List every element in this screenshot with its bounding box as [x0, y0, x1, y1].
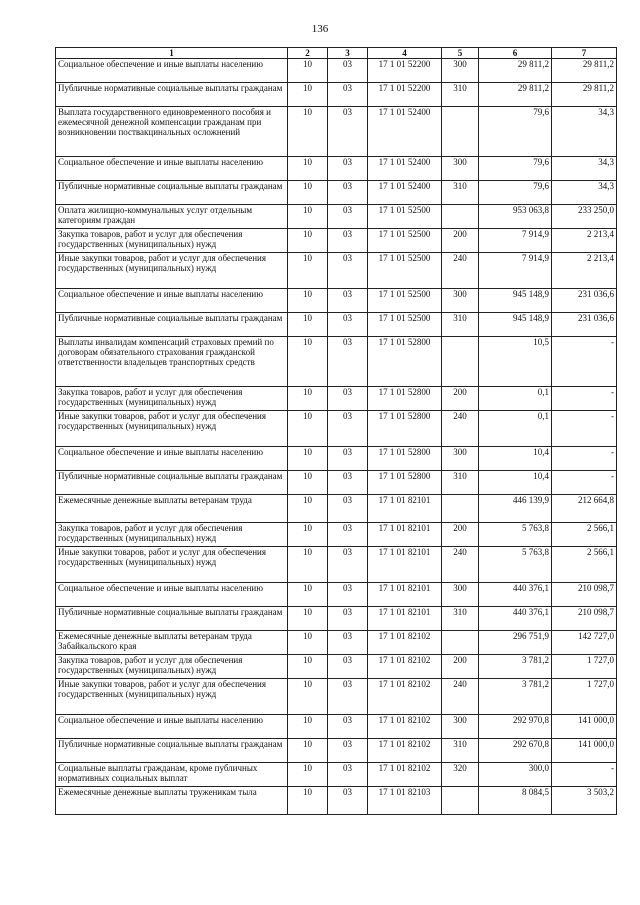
cell-section: 10	[288, 787, 328, 815]
header-col-3: 3	[328, 48, 368, 59]
cell-name: Социальные выплаты гражданам, кроме публичных нормативных социальных выплат	[56, 763, 288, 787]
table-row	[56, 679, 617, 715]
cell-name: Публичные нормативные социальные выплаты гражданам	[56, 739, 288, 763]
cell-expense-type: 200	[442, 229, 479, 253]
cell-amount-actual: -	[552, 763, 617, 787]
cell-subsection: 03	[328, 411, 368, 447]
cell-target-article: 17 1 01 52200	[368, 59, 442, 83]
cell-section: 10	[288, 107, 328, 157]
cell-expense-type: 300	[442, 289, 479, 313]
cell-target-article: 17 1 01 52800	[368, 337, 442, 387]
cell-subsection: 03	[328, 181, 368, 205]
cell-name: Иные закупки товаров, работ и услуг для обеспечения государственных (муниципальных) нужд	[56, 547, 288, 583]
cell-subsection: 03	[328, 229, 368, 253]
cell-section: 10	[288, 739, 328, 763]
cell-amount-actual: 212 664,8	[552, 495, 617, 523]
cell-subsection: 03	[328, 387, 368, 411]
cell-amount-plan: 296 751,9	[479, 631, 552, 655]
cell-target-article: 17 1 01 52800	[368, 387, 442, 411]
cell-amount-actual: 231 036,6	[552, 289, 617, 313]
cell-section: 10	[288, 83, 328, 107]
cell-subsection: 03	[328, 447, 368, 471]
cell-subsection: 03	[328, 715, 368, 739]
cell-name: Социальное обеспечение и иные выплаты населению	[56, 583, 288, 607]
cell-amount-plan: 10,4	[479, 471, 552, 495]
cell-subsection: 03	[328, 655, 368, 679]
cell-amount-plan: 0,1	[479, 411, 552, 447]
cell-target-article: 17 1 01 82102	[368, 739, 442, 763]
cell-name: Публичные нормативные социальные выплаты гражданам	[56, 471, 288, 495]
cell-subsection: 03	[328, 253, 368, 289]
cell-amount-plan: 440 376,1	[479, 607, 552, 631]
cell-name: Выплата государственного единовременного пособия и ежемесячной денежной компенсации гражданам при возникновении поствакцинальных осложнений	[56, 107, 288, 157]
cell-name: Социальное обеспечение и иные выплаты населению	[56, 59, 288, 83]
cell-target-article: 17 1 01 82101	[368, 547, 442, 583]
cell-amount-actual: 34,3	[552, 107, 617, 157]
cell-amount-actual: 2 213,4	[552, 253, 617, 289]
header-col-2: 2	[288, 48, 328, 59]
cell-name: Ежемесячные денежные выплаты ветеранам труда	[56, 495, 288, 523]
cell-name: Социальное обеспечение и иные выплаты населению	[56, 715, 288, 739]
header-col-5: 5	[442, 48, 479, 59]
cell-expense-type: 200	[442, 655, 479, 679]
cell-amount-actual: 2 566,1	[552, 547, 617, 583]
cell-subsection: 03	[328, 59, 368, 83]
cell-target-article: 17 1 01 82102	[368, 631, 442, 655]
cell-name: Публичные нормативные социальные выплаты гражданам	[56, 313, 288, 337]
cell-amount-plan: 945 148,9	[479, 313, 552, 337]
cell-expense-type: 300	[442, 715, 479, 739]
table-row	[56, 471, 617, 495]
cell-subsection: 03	[328, 583, 368, 607]
cell-target-article: 17 1 01 82101	[368, 523, 442, 547]
cell-subsection: 03	[328, 607, 368, 631]
cell-amount-plan: 79,6	[479, 181, 552, 205]
cell-target-article: 17 1 01 52500	[368, 205, 442, 229]
cell-amount-plan: 7 914,9	[479, 253, 552, 289]
cell-name: Закупка товаров, работ и услуг для обеспечения государственных (муниципальных) нужд	[56, 523, 288, 547]
cell-amount-plan: 10,4	[479, 447, 552, 471]
cell-section: 10	[288, 679, 328, 715]
cell-section: 10	[288, 631, 328, 655]
table-row	[56, 631, 617, 655]
cell-name: Ежемесячные денежные выплаты ветеранам труда Забайкальского края	[56, 631, 288, 655]
table-row	[56, 547, 617, 583]
cell-name: Иные закупки товаров, работ и услуг для обеспечения государственных (муниципальных) нужд	[56, 411, 288, 447]
cell-amount-actual: 34,3	[552, 181, 617, 205]
cell-amount-plan: 79,6	[479, 107, 552, 157]
table-row	[56, 447, 617, 471]
cell-amount-actual: 141 000,0	[552, 715, 617, 739]
cell-section: 10	[288, 411, 328, 447]
cell-expense-type: 240	[442, 679, 479, 715]
cell-section: 10	[288, 205, 328, 229]
cell-expense-type	[442, 495, 479, 523]
cell-amount-actual: 29 811,2	[552, 83, 617, 107]
cell-expense-type: 300	[442, 59, 479, 83]
cell-section: 10	[288, 495, 328, 523]
table-row	[56, 253, 617, 289]
page-number: 136	[311, 23, 329, 35]
cell-expense-type: 310	[442, 181, 479, 205]
cell-expense-type: 310	[442, 83, 479, 107]
cell-section: 10	[288, 655, 328, 679]
cell-subsection: 03	[328, 157, 368, 181]
cell-expense-type: 200	[442, 523, 479, 547]
cell-section: 10	[288, 583, 328, 607]
cell-expense-type: 300	[442, 447, 479, 471]
table-row	[56, 205, 617, 229]
cell-amount-plan: 5 763,8	[479, 547, 552, 583]
cell-amount-actual: -	[552, 471, 617, 495]
cell-section: 10	[288, 337, 328, 387]
cell-subsection: 03	[328, 337, 368, 387]
cell-amount-plan: 8 084,5	[479, 787, 552, 815]
cell-amount-plan: 300,0	[479, 763, 552, 787]
cell-name: Закупка товаров, работ и услуг для обеспечения государственных (муниципальных) нужд	[56, 387, 288, 411]
cell-name: Выплаты инвалидам компенсаций страховых премий по договорам обязательного страхования гражданской ответственности владельцев транспортных средств	[56, 337, 288, 387]
cell-section: 10	[288, 59, 328, 83]
cell-expense-type: 240	[442, 411, 479, 447]
cell-amount-actual: 233 250,0	[552, 205, 617, 229]
cell-amount-actual: -	[552, 447, 617, 471]
cell-target-article: 17 1 01 52400	[368, 157, 442, 181]
cell-amount-actual: 210 098,7	[552, 583, 617, 607]
cell-expense-type	[442, 337, 479, 387]
cell-section: 10	[288, 471, 328, 495]
cell-subsection: 03	[328, 739, 368, 763]
cell-subsection: 03	[328, 495, 368, 523]
table-row	[56, 583, 617, 607]
cell-amount-actual: 3 503,2	[552, 787, 617, 815]
table-row	[56, 495, 617, 523]
cell-target-article: 17 1 01 52400	[368, 107, 442, 157]
cell-section: 10	[288, 253, 328, 289]
cell-subsection: 03	[328, 205, 368, 229]
cell-subsection: 03	[328, 547, 368, 583]
cell-amount-actual: 29 811,2	[552, 59, 617, 83]
cell-section: 10	[288, 313, 328, 337]
table-row	[56, 59, 617, 83]
cell-subsection: 03	[328, 523, 368, 547]
cell-expense-type	[442, 787, 479, 815]
cell-expense-type: 300	[442, 157, 479, 181]
cell-expense-type	[442, 107, 479, 157]
cell-subsection: 03	[328, 631, 368, 655]
cell-expense-type: 240	[442, 547, 479, 583]
cell-section: 10	[288, 715, 328, 739]
cell-target-article: 17 1 01 82102	[368, 679, 442, 715]
header-col-7: 7	[552, 48, 617, 59]
cell-name: Иные закупки товаров, работ и услуг для обеспечения государственных (муниципальных) нужд	[56, 253, 288, 289]
cell-name: Закупка товаров, работ и услуг для обеспечения государственных (муниципальных) нужд	[56, 655, 288, 679]
header-col-1: 1	[56, 48, 288, 59]
cell-amount-actual: 2 566,1	[552, 523, 617, 547]
cell-target-article: 17 1 01 82102	[368, 715, 442, 739]
cell-section: 10	[288, 523, 328, 547]
table-row	[56, 411, 617, 447]
cell-target-article: 17 1 01 52500	[368, 253, 442, 289]
table-row	[56, 739, 617, 763]
cell-subsection: 03	[328, 289, 368, 313]
cell-expense-type	[442, 205, 479, 229]
cell-target-article: 17 1 01 52800	[368, 471, 442, 495]
cell-name: Социальное обеспечение и иные выплаты населению	[56, 447, 288, 471]
cell-amount-actual: 231 036,6	[552, 313, 617, 337]
cell-section: 10	[288, 547, 328, 583]
cell-amount-actual: 210 098,7	[552, 607, 617, 631]
header-col-6: 6	[479, 48, 552, 59]
cell-section: 10	[288, 181, 328, 205]
cell-expense-type: 310	[442, 739, 479, 763]
cell-expense-type: 200	[442, 387, 479, 411]
cell-section: 10	[288, 447, 328, 471]
table-row	[56, 157, 617, 181]
cell-target-article: 17 1 01 52500	[368, 229, 442, 253]
table-row	[56, 83, 617, 107]
cell-amount-actual: -	[552, 411, 617, 447]
cell-amount-plan: 292 970,8	[479, 715, 552, 739]
cell-section: 10	[288, 157, 328, 181]
cell-amount-actual: -	[552, 387, 617, 411]
cell-amount-plan: 29 811,2	[479, 83, 552, 107]
table-row	[56, 607, 617, 631]
table-row	[56, 787, 617, 815]
cell-subsection: 03	[328, 107, 368, 157]
cell-target-article: 17 1 01 52500	[368, 289, 442, 313]
table-row	[56, 387, 617, 411]
table-row	[56, 313, 617, 337]
cell-amount-plan: 7 914,9	[479, 229, 552, 253]
cell-amount-plan: 5 763,8	[479, 523, 552, 547]
cell-amount-actual: -	[552, 337, 617, 387]
cell-target-article: 17 1 01 52200	[368, 83, 442, 107]
cell-amount-plan: 3 781,2	[479, 655, 552, 679]
cell-amount-plan: 3 781,2	[479, 679, 552, 715]
cell-target-article: 17 1 01 52800	[368, 447, 442, 471]
header-row	[56, 48, 617, 59]
cell-amount-plan: 446 139,9	[479, 495, 552, 523]
cell-target-article: 17 1 01 82102	[368, 655, 442, 679]
budget-table	[55, 47, 617, 815]
table-row	[56, 715, 617, 739]
cell-amount-actual: 141 000,0	[552, 739, 617, 763]
cell-name: Ежемесячные денежные выплаты труженикам тыла	[56, 787, 288, 815]
cell-amount-actual: 142 727,0	[552, 631, 617, 655]
cell-amount-plan: 29 811,2	[479, 59, 552, 83]
cell-target-article: 17 1 01 52500	[368, 313, 442, 337]
cell-name: Закупка товаров, работ и услуг для обеспечения государственных (муниципальных) нужд	[56, 229, 288, 253]
cell-section: 10	[288, 229, 328, 253]
cell-amount-actual: 1 727,0	[552, 655, 617, 679]
table-row	[56, 523, 617, 547]
cell-target-article: 17 1 01 82102	[368, 763, 442, 787]
table-row	[56, 229, 617, 253]
cell-amount-plan: 953 063,8	[479, 205, 552, 229]
table-row	[56, 763, 617, 787]
cell-amount-plan: 292 670,8	[479, 739, 552, 763]
header-col-4: 4	[368, 48, 442, 59]
cell-amount-actual: 34,3	[552, 157, 617, 181]
cell-name: Публичные нормативные социальные выплаты гражданам	[56, 607, 288, 631]
cell-amount-plan: 440 376,1	[479, 583, 552, 607]
cell-subsection: 03	[328, 763, 368, 787]
cell-name: Социальное обеспечение и иные выплаты населению	[56, 157, 288, 181]
cell-amount-plan: 79,6	[479, 157, 552, 181]
cell-target-article: 17 1 01 82103	[368, 787, 442, 815]
cell-target-article: 17 1 01 82101	[368, 607, 442, 631]
cell-amount-actual: 1 727,0	[552, 679, 617, 715]
table-body	[56, 59, 617, 815]
cell-section: 10	[288, 607, 328, 631]
cell-target-article: 17 1 01 52400	[368, 181, 442, 205]
table-row	[56, 337, 617, 387]
cell-expense-type: 240	[442, 253, 479, 289]
cell-expense-type: 320	[442, 763, 479, 787]
cell-target-article: 17 1 01 82101	[368, 495, 442, 523]
cell-name: Публичные нормативные социальные выплаты гражданам	[56, 83, 288, 107]
cell-name: Иные закупки товаров, работ и услуг для обеспечения государственных (муниципальных) нужд	[56, 679, 288, 715]
cell-expense-type: 310	[442, 313, 479, 337]
cell-subsection: 03	[328, 679, 368, 715]
cell-target-article: 17 1 01 52800	[368, 411, 442, 447]
cell-expense-type: 310	[442, 607, 479, 631]
cell-expense-type: 300	[442, 583, 479, 607]
table-row	[56, 181, 617, 205]
cell-amount-plan: 10,5	[479, 337, 552, 387]
cell-subsection: 03	[328, 787, 368, 815]
cell-subsection: 03	[328, 313, 368, 337]
cell-amount-plan: 0,1	[479, 387, 552, 411]
cell-section: 10	[288, 387, 328, 411]
table-row	[56, 289, 617, 313]
cell-name: Оплата жилищно-коммунальных услуг отдельным категориям граждан	[56, 205, 288, 229]
cell-subsection: 03	[328, 83, 368, 107]
cell-expense-type	[442, 631, 479, 655]
table-row	[56, 655, 617, 679]
cell-amount-actual: 2 213,4	[552, 229, 617, 253]
cell-subsection: 03	[328, 471, 368, 495]
cell-name: Публичные нормативные социальные выплаты гражданам	[56, 181, 288, 205]
cell-name: Социальное обеспечение и иные выплаты населению	[56, 289, 288, 313]
cell-expense-type: 310	[442, 471, 479, 495]
cell-section: 10	[288, 763, 328, 787]
cell-amount-plan: 945 148,9	[479, 289, 552, 313]
cell-section: 10	[288, 289, 328, 313]
table-row	[56, 107, 617, 157]
cell-target-article: 17 1 01 82101	[368, 583, 442, 607]
